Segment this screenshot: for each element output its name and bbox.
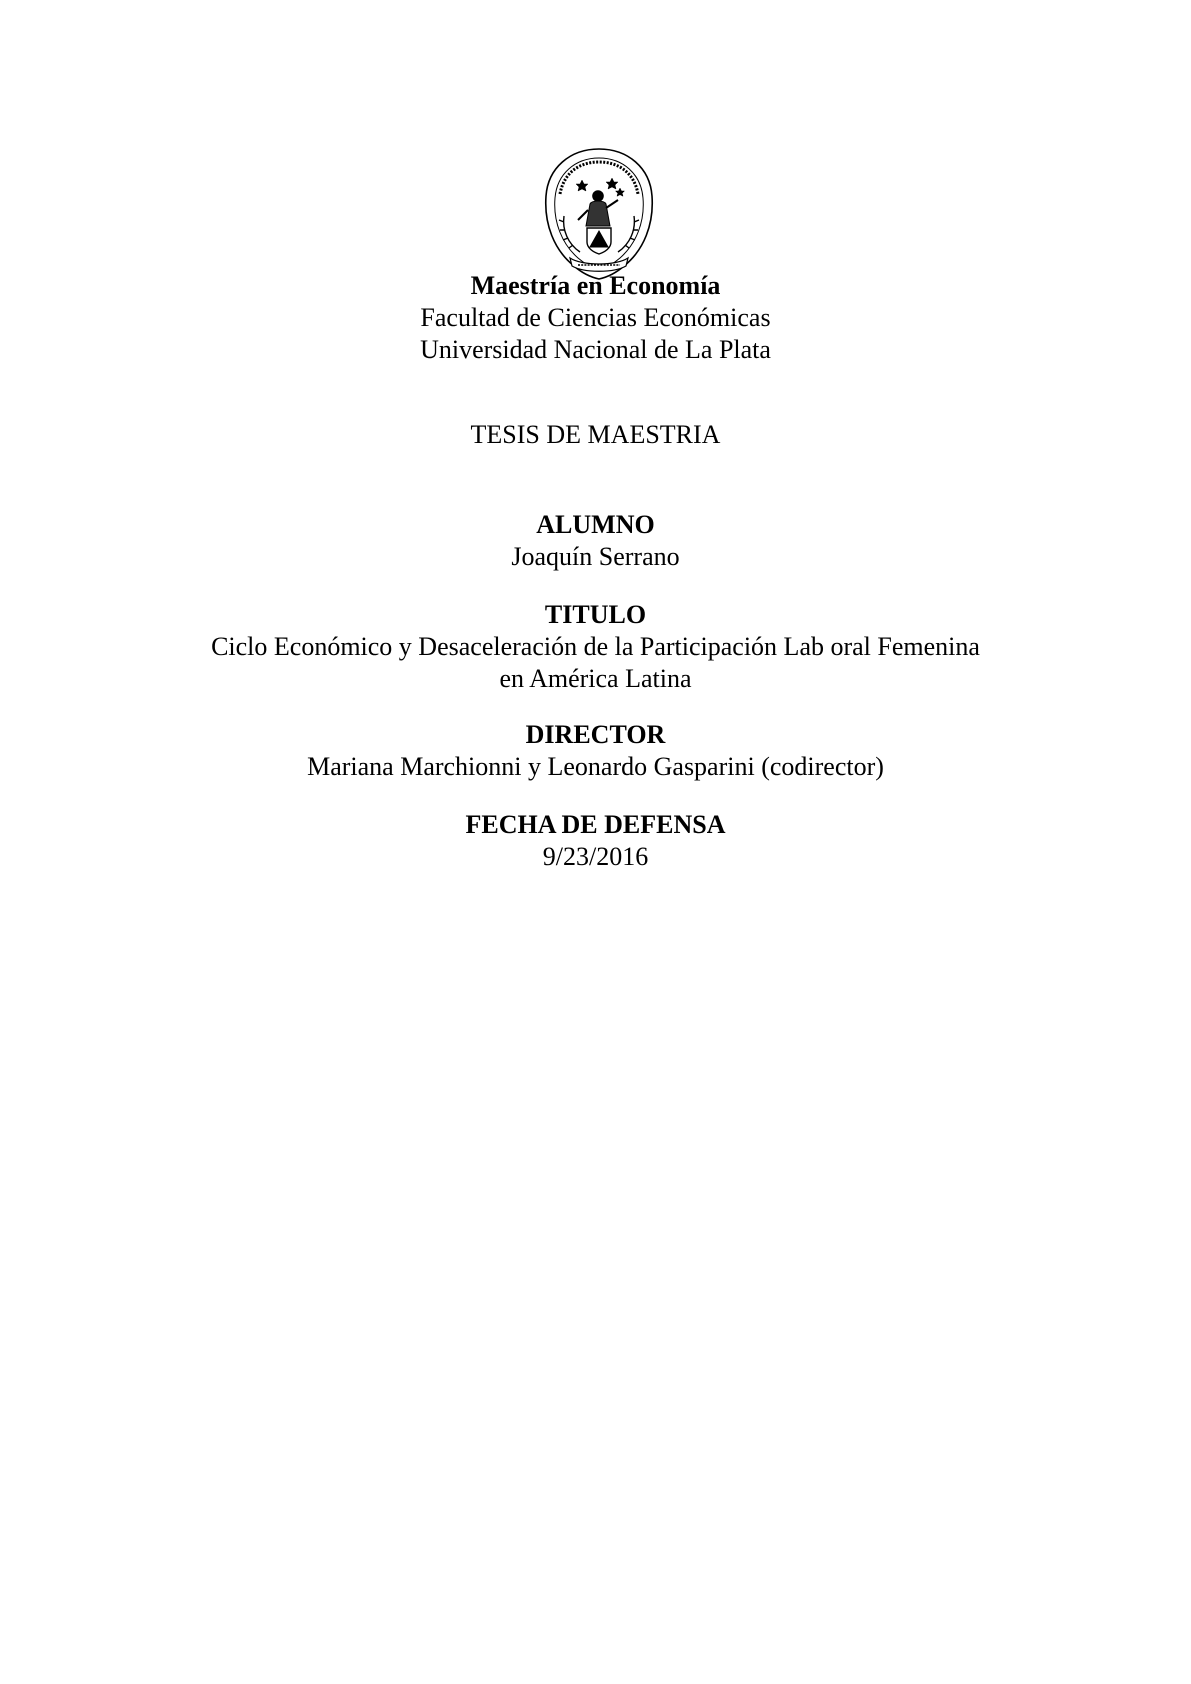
university-name: Universidad Nacional de La Plata xyxy=(420,335,771,364)
student-section xyxy=(0,509,1191,573)
director-section xyxy=(0,719,1191,783)
defense-date-label: FECHA DE DEFENSA xyxy=(465,810,726,839)
document-type: TESIS DE MAESTRIA xyxy=(470,420,721,449)
document-type-block xyxy=(0,419,1191,451)
defense-date-value: 9/23/2016 xyxy=(542,842,649,871)
university-seal-icon xyxy=(540,146,658,282)
thesis-title-line-1: Ciclo Económico y Desaceleración de la Participación Lab oral Femenina xyxy=(211,632,980,661)
thesis-title-line-2: en América Latina xyxy=(499,664,692,693)
director-names: Mariana Marchionni y Leonardo Gasparini (codirector) xyxy=(307,752,884,781)
title-section xyxy=(0,599,1191,695)
program-name: Maestría en Economía xyxy=(470,271,721,300)
institution-header xyxy=(0,270,1191,366)
faculty-name: Facultad de Ciencias Económicas xyxy=(420,303,771,332)
defense-date-section xyxy=(0,809,1191,873)
student-name: Joaquín Serrano xyxy=(511,542,680,571)
director-label: DIRECTOR xyxy=(525,720,666,749)
student-label: ALUMNO xyxy=(536,510,655,539)
title-label: TITULO xyxy=(544,600,647,629)
